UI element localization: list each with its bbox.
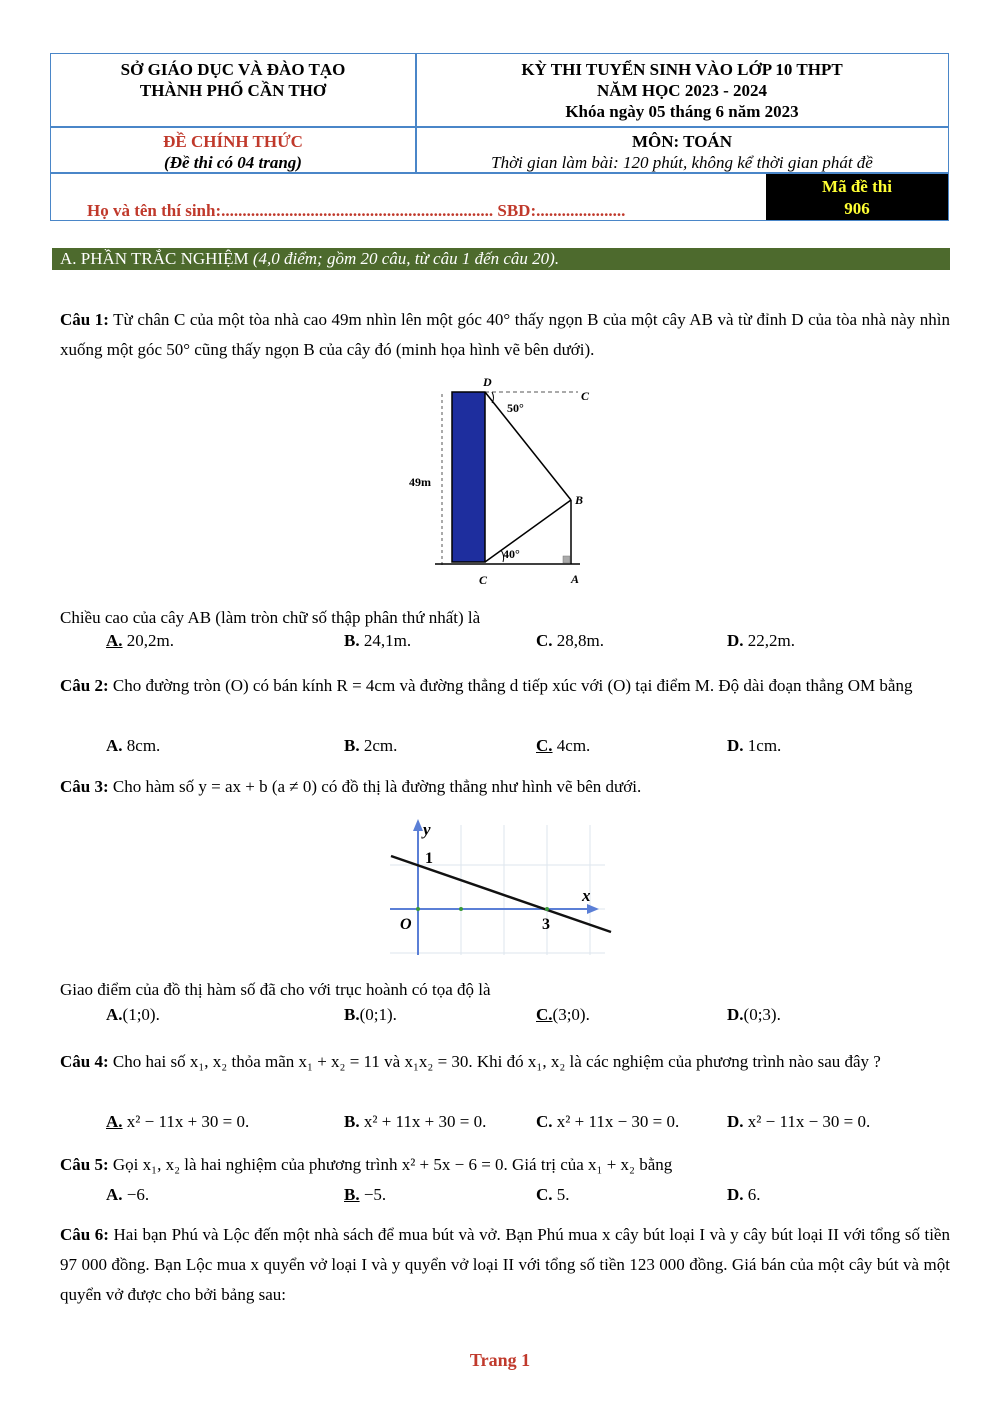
section-a-title: A. PHẦN TRẮC NGHIỆM (4,0 điểm; gồm 20 câu, từ câu 1 đến câu 20). [52, 248, 950, 270]
graph-grid [390, 825, 605, 955]
label-a: A [571, 572, 580, 586]
q4-option-c[interactable]: C. x² + 11x − 30 = 0. [536, 1112, 680, 1131]
origin-point [416, 907, 420, 911]
y-intercept-label: 1 [425, 850, 433, 867]
candidate-line: Họ và tên thí sinh:................................................................ SBD:..................... [87, 201, 626, 220]
question-3: Câu 3: Cho hàm số y = ax + b (a ≠ 0) có đồ thị là đường thẳng như hình vẽ bên dưới. [60, 777, 642, 796]
q2-option-c[interactable]: C. 4cm. [536, 736, 591, 755]
department-name: SỞ GIÁO DỤC VÀ ĐÀO TẠO THÀNH PHỐ CẦN THƠ [120, 60, 346, 100]
label-d: D [483, 375, 492, 389]
q5-option-b[interactable]: B. −5. [344, 1185, 387, 1204]
q4-option-a[interactable]: A. x² − 11x + 30 = 0. [106, 1112, 250, 1131]
line-db [485, 392, 571, 500]
question-2: Câu 2: Cho đường tròn (O) có bán kính R = 4cm và đường thẳng d tiếp xúc với (O) tại điểm M. Độ dài đoạn thẳng OM bằng [60, 676, 913, 695]
question-1-prompt: Chiều cao của cây AB (làm tròn chữ số thập phân thứ nhất) là [60, 608, 481, 627]
q3-option-a[interactable]: A.(1;0). [106, 1005, 160, 1024]
q2-option-d[interactable]: D. 1cm. [727, 736, 782, 755]
q3-option-d[interactable]: D.(0;3). [727, 1005, 781, 1024]
q5-option-c[interactable]: C. 5. [536, 1185, 570, 1204]
exam-title: KỲ THI TUYỂN SINH VÀO LỚP 10 THPT NĂM HỌC 2023 - 2024 Khóa ngày 05 tháng 6 năm 2023 [521, 60, 843, 121]
x-intercept-label: 3 [542, 916, 550, 933]
y-axis-arrow [413, 819, 423, 831]
q4-option-b[interactable]: B. x² + 11x + 30 = 0. [344, 1112, 487, 1131]
x-axis-arrow [587, 904, 599, 914]
function-graph [385, 815, 615, 965]
subject-info: MÔN: TOÁN Thời gian làm bài: 120 phút, không kể thời gian phát đề [491, 132, 873, 172]
question-3-prompt: Giao điểm của đồ thị hàm số đã cho với trục hoành có tọa độ là [60, 980, 491, 999]
x-intercept-point [545, 907, 549, 911]
header-divider [51, 126, 948, 128]
question-5: Câu 5: Gọi x₁, x₂ là hai nghiệm của phương trình x² + 5x − 6 = 0. Giá trị của x₁ + x₂ bằng [60, 1155, 673, 1174]
line-cb [485, 500, 571, 562]
q1-option-b[interactable]: B. 24,1m. [344, 631, 412, 650]
question-4: Câu 4: Cho hai số x₁, x₂ thỏa mãn x₁ + x₂ = 11 và x₁x₂ = 30. Khi đó x₁, x₂ là các nghiệm của phương trình nào sau đây ? [60, 1052, 881, 1071]
q5-option-a[interactable]: A. −6. [106, 1185, 150, 1204]
building [452, 392, 485, 562]
q3-option-b[interactable]: B.(0;1). [344, 1005, 397, 1024]
label-c: C [479, 573, 488, 587]
label-c-top: C [581, 389, 590, 403]
page-number: Trang 1 [469, 1350, 531, 1370]
q4-option-d[interactable]: D. x² − 11x − 30 = 0. [727, 1112, 871, 1131]
q1-option-c[interactable]: C. 28,8m. [536, 631, 605, 650]
right-angle-mark [563, 556, 570, 563]
label-b: B [575, 493, 584, 507]
question-6: Câu 6: Hai bạn Phú và Lộc đến một nhà sách để mua bút và vở. Bạn Phú mua x cây bút loại I và y cây bút loại II với tổng số tiền 97 000 đồng. Bạn Lộc mua x quyển vở loại I và y quyển vở loại II với tổng số tiền 123 000 đồng. Giá bán của một cây bút và một quyển vở được cho bởi bảng sau: [60, 1225, 950, 1304]
q1-option-d[interactable]: D. 22,2m. [727, 631, 796, 650]
official-label: ĐỀ CHÍNH THỨC (Đề thi có 04 trang) [163, 132, 303, 172]
origin-label: O [400, 916, 412, 933]
q5-option-d[interactable]: D. 6. [727, 1185, 761, 1204]
angle-label-top: 50° [507, 401, 524, 415]
exam-header [50, 53, 949, 221]
height-label: 49m [409, 475, 431, 489]
angle-label-bottom: 40° [503, 547, 520, 561]
function-line [391, 856, 611, 932]
q3-option-c[interactable]: C.(3;0). [536, 1005, 590, 1024]
question-1: Câu 1: Từ chân C của một tòa nhà cao 49m nhìn lên một góc 40° thấy ngọn B của một cây AB và từ đỉnh D của tòa nhà này nhìn xuống một góc 50° cũng thấy ngọn B của cây đó (minh họa hình vẽ bên dưới). [60, 310, 950, 359]
x-axis-label: x [582, 886, 591, 905]
q1-option-a[interactable]: A. 20,2m. [106, 631, 175, 650]
q2-option-a[interactable]: A. 8cm. [106, 736, 161, 755]
y-axis-label: y [423, 820, 431, 839]
grid-point [459, 907, 463, 911]
building-tree-figure [395, 372, 605, 594]
q2-option-b[interactable]: B. 2cm. [344, 736, 398, 755]
exam-code-box: Mã đề thi 906 [766, 174, 948, 220]
